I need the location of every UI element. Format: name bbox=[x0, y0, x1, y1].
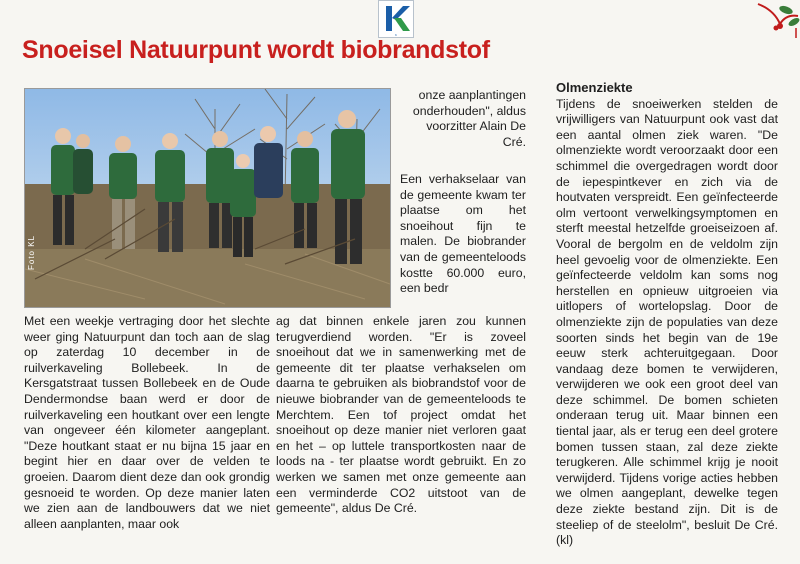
paragraph: Met een weekje vertraging door het slechte weer ging Natuurpunt dan toch aan de slag op zaterdag 10 december in de ruilverkaveling Bollebeek. In de Kersgatstraat tussen Bollebeek en de Oude Dendermondse baan werd er door de ruilverkaveling een houtkant over een lengte van ongeveer één kilometer aangeplant. "Deze houtkant staat er nu bijna 15 jaar en begint hier en daar over de velden te groeien. Daarom dient deze dan ook grondig gesnoeid te worden. Op deze manier laten we zien aan de landbouwers dat we niet alleen aanplanten, maar ook bbox=[24, 314, 270, 531]
holly-decoration-icon bbox=[750, 0, 800, 40]
logo-letter: K bbox=[394, 33, 398, 37]
article-column-3 bbox=[556, 80, 778, 549]
photo-credit: Foto KL bbox=[27, 234, 36, 270]
article-column-2 bbox=[276, 314, 526, 517]
paragraph: ag dat binnen enkele jaren zou kunnen terugverdiend worden. "Er is zoveel snoeihout dat we in samenwerking met de gemeente dit ter plaatse verhakselen om daarna te gebruiken als biobrandstof voor de nieuwe biobrander van de gemeenteloods te Merchtem. Een tof project omdat het snoeihout op deze manier niet verloren gaat en het – op luttele transportkosten naar de loods na - ter plaatse wordt gebruikt. En zo werken we samen met onze gemeente aan een verminderde CO2 uitstoot van de gemeente", aldus De Cré. bbox=[276, 314, 526, 516]
article-column-1 bbox=[24, 314, 270, 532]
article-column-2-top bbox=[400, 88, 526, 165]
paragraph: Een verhakselaar van de gemeente kwam ter plaatse om het snoeihout fijn te malen. De biobrander van de gemeenteloods kostte 60.000 euro, een bedr bbox=[400, 172, 526, 296]
k-logo-icon bbox=[378, 0, 414, 38]
volunteers-photo bbox=[24, 88, 391, 308]
paragraph: onze aanplantingen onderhouden", aldus voorzitter Alain De Cré. bbox=[412, 88, 526, 149]
section-heading: Olmenziekte bbox=[556, 80, 633, 95]
page-title: Snoeisel Natuurpunt wordt biobrandstof bbox=[22, 36, 490, 64]
paragraph: Tijdens de snoeiwerken stelden de vrijwilligers van Natuurpunt ook vast dat een aantal olmen ziek waren. "De olmenziekte wordt veroorzaakt door een schimmel die overgedragen wordt door de iepespintkever en zich via de houtvaten verspreidt. Een geïnfecteerde olm vertoont verwelkingsymptomen en sterft meestal hetzelfde groeiseizoen af. Vooral de bergolm en de veldolm zijn heel gevoelig voor de olmenziekte. Een geïnfecteerde veldolm kan soms nog herstellen en opnieuw uitgroeien via uitlopers of wortelopslag. Door de olmenziekte zijn de populaties van deze soorten sinds het begin van de 19e eeuw sterk achteruitgegaan. Door vandaag deze bomen te verwijderen, verwijderen we ook een groot deel van deze schimmel. De bomen schieten onderaan terug uit. Maar binnen een tiental jaar, als er terug een deel grotere bomen tussen staan, zal deze ziekte terugkeren. Alle schimmel krijg je nooit verwijderd. Tijdens vorige acties hebben we olmen aangeplant, dewelke tegen deze ziekte bestand zijn. Dit is de steeliep of de steelolm", besluit De Cré. (kl) bbox=[556, 96, 778, 548]
article-column-2-mid bbox=[400, 172, 526, 297]
